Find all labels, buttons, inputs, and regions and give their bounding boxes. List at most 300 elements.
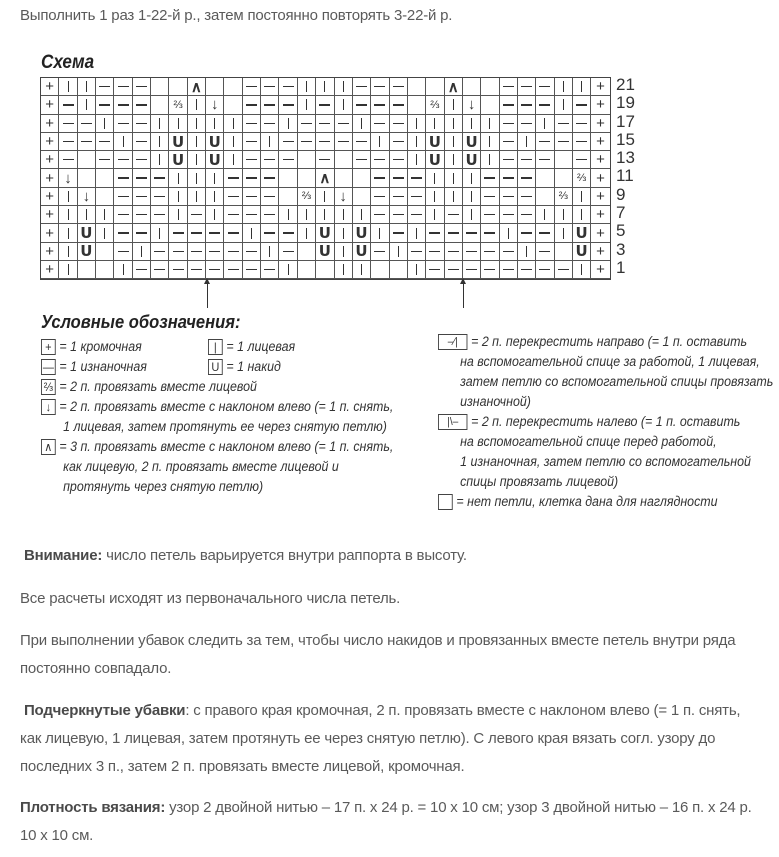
chart-cell-purl bbox=[151, 169, 169, 187]
chart-cell-knit bbox=[426, 115, 444, 133]
chart-cell-purl bbox=[279, 78, 297, 96]
chart-cell-knit bbox=[169, 169, 187, 187]
chart-cell-edge-stitch: + bbox=[591, 243, 609, 261]
chart-cell-knit bbox=[335, 224, 353, 242]
density-paragraph bbox=[20, 794, 765, 850]
chart-cell-purl bbox=[133, 206, 151, 224]
legend-text: = 1 лицевая bbox=[226, 339, 296, 354]
chart-cell-purl bbox=[500, 206, 518, 224]
chart-cell-purl bbox=[133, 96, 151, 114]
chart-cell-knit bbox=[353, 206, 371, 224]
chart-cell-purl bbox=[390, 206, 408, 224]
chart-cell-purl bbox=[500, 151, 518, 169]
chart-cell-no-stitch bbox=[353, 188, 371, 206]
row-number: 5 bbox=[616, 221, 626, 241]
chart-cell-purl bbox=[463, 224, 481, 242]
chart-cell-knit bbox=[426, 188, 444, 206]
chart-cell-purl bbox=[518, 169, 536, 187]
chart-cell-ssk: ↓ bbox=[59, 169, 77, 187]
chart-cell-purl bbox=[335, 115, 353, 133]
chart-cell-knit bbox=[536, 206, 554, 224]
chart-cell-purl bbox=[243, 169, 261, 187]
repeat-end-arrow-icon bbox=[463, 282, 464, 308]
chart-cell-purl bbox=[408, 243, 426, 261]
chart-cell-purl bbox=[224, 169, 242, 187]
chart-cell-purl bbox=[316, 133, 334, 151]
legend-item bbox=[41, 437, 393, 497]
chart-cell-cross-right bbox=[114, 243, 132, 261]
legend-symbol-icon: |\– bbox=[438, 414, 467, 430]
chart-cell-cross-right bbox=[279, 96, 297, 114]
chart-cell-purl bbox=[298, 133, 316, 151]
chart-cell-purl bbox=[243, 188, 261, 206]
chart-cell-purl bbox=[133, 78, 151, 96]
chart-cell-yarn-over: U bbox=[353, 243, 371, 261]
chart-cell-cross-right bbox=[151, 224, 169, 242]
underlined-decreases-paragraph bbox=[20, 697, 765, 781]
row-number: 19 bbox=[616, 93, 635, 113]
legend-item bbox=[438, 332, 773, 412]
chart-cell-purl bbox=[188, 243, 206, 261]
chart-cell-cross-right bbox=[390, 243, 408, 261]
chart-cell-knit bbox=[151, 133, 169, 151]
knitting-chart-grid bbox=[40, 77, 611, 280]
chart-cell-cross-left bbox=[390, 133, 408, 151]
legend-symbol-icon: ∧ bbox=[41, 439, 56, 455]
chart-cell-knit bbox=[78, 78, 96, 96]
chart-cell-purl bbox=[114, 169, 132, 187]
chart-cell-knit bbox=[59, 206, 77, 224]
chart-cell-purl bbox=[518, 96, 536, 114]
chart-cell-cross-left bbox=[114, 115, 132, 133]
chart-cell-purl bbox=[353, 151, 371, 169]
chart-cell-edge-stitch: + bbox=[591, 188, 609, 206]
chart-cell-cross-left bbox=[518, 224, 536, 242]
chart-cell-yarn-over: U bbox=[316, 224, 334, 242]
chart-cell-purl bbox=[463, 261, 481, 279]
row-number: 13 bbox=[616, 148, 635, 168]
chart-cell-edge-stitch: + bbox=[41, 243, 59, 261]
chart-cell-purl bbox=[555, 261, 573, 279]
row-number: 7 bbox=[616, 203, 626, 223]
chart-cell-knit bbox=[188, 169, 206, 187]
chart-cell-no-stitch bbox=[555, 243, 573, 261]
chart-cell-cross-right bbox=[408, 224, 426, 242]
chart-cell-no-stitch bbox=[96, 169, 114, 187]
chart-cell-purl bbox=[536, 261, 554, 279]
chart-cell-purl bbox=[261, 206, 279, 224]
chart-cell-purl bbox=[243, 243, 261, 261]
chart-cell-knit bbox=[224, 115, 242, 133]
chart-cell-purl bbox=[114, 96, 132, 114]
chart-cell-purl bbox=[224, 188, 242, 206]
chart-cell-no-stitch bbox=[426, 78, 444, 96]
chart-cell-edge-stitch: + bbox=[41, 261, 59, 279]
chart-cell-edge-stitch: + bbox=[591, 151, 609, 169]
chart-cell-cross-right bbox=[518, 115, 536, 133]
chart-cell-knit bbox=[445, 115, 463, 133]
chart-cell-yarn-over: U bbox=[463, 151, 481, 169]
legend-text-continued: протянуть через снятую петлю) bbox=[63, 479, 264, 494]
chart-cell-knit bbox=[573, 261, 591, 279]
row-number: 21 bbox=[616, 75, 635, 94]
chart-cell-sk2p: ∧ bbox=[445, 78, 463, 96]
legend-text-continued: на вспомогательной спице перед работой, bbox=[460, 434, 717, 449]
chart-cell-knit bbox=[445, 188, 463, 206]
chart-cell-cross-right bbox=[500, 133, 518, 151]
legend-text: = 2 п. перекрестить направо (= 1 п. оставить bbox=[471, 334, 748, 349]
chart-cell-cross-left bbox=[279, 243, 297, 261]
chart-cell-knit bbox=[408, 115, 426, 133]
chart-cell-yarn-over: U bbox=[573, 224, 591, 242]
chart-cell-no-stitch bbox=[555, 151, 573, 169]
legend-text: = 2 п. провязать вместе с наклоном влево (= 1 п. снять, bbox=[59, 399, 394, 414]
chart-cell-purl bbox=[114, 188, 132, 206]
chart-cell-purl bbox=[261, 96, 279, 114]
decreases-paragraph: При выполнении убавок следить за тем, чтобы число накидов и провязанных вместе петель внутри ряда постоянно совпадало. bbox=[20, 632, 736, 677]
chart-cell-no-stitch bbox=[224, 78, 242, 96]
chart-cell-purl bbox=[335, 133, 353, 151]
chart-cell-knit bbox=[316, 206, 334, 224]
chart-cell-purl bbox=[133, 188, 151, 206]
attention-text: число петель варьируется внутри раппорта в высоту. bbox=[102, 547, 467, 564]
chart-cell-knit bbox=[169, 188, 187, 206]
chart-cell-edge-stitch: + bbox=[41, 78, 59, 96]
chart-cell-cross-right bbox=[243, 133, 261, 151]
chart-cell-purl bbox=[500, 261, 518, 279]
chart-cell-sk2p: ∧ bbox=[188, 78, 206, 96]
chart-cell-purl bbox=[114, 224, 132, 242]
chart-cell-purl bbox=[279, 133, 297, 151]
chart-cell-purl bbox=[114, 151, 132, 169]
chart-cell-purl bbox=[298, 115, 316, 133]
chart-cell-cross-left bbox=[353, 115, 371, 133]
chart-cell-knit bbox=[573, 78, 591, 96]
chart-cell-purl bbox=[573, 151, 591, 169]
chart-cell-no-stitch bbox=[481, 78, 499, 96]
chart-cell-purl bbox=[555, 133, 573, 151]
chart-cell-cross-right bbox=[536, 96, 554, 114]
chart-cell-purl bbox=[96, 151, 114, 169]
chart-cell-knit bbox=[573, 188, 591, 206]
row-number: 9 bbox=[616, 184, 626, 204]
chart-cell-no-stitch bbox=[96, 243, 114, 261]
chart-cell-purl bbox=[518, 78, 536, 96]
chart-cell-purl bbox=[261, 169, 279, 187]
chart-cell-purl bbox=[133, 151, 151, 169]
attention-paragraph bbox=[20, 542, 765, 570]
legend-item bbox=[41, 377, 257, 397]
chart-cell-knit bbox=[316, 78, 334, 96]
chart-cell-purl bbox=[188, 261, 206, 279]
chart-cell-knit bbox=[298, 78, 316, 96]
chart-cell-purl bbox=[243, 261, 261, 279]
legend-text: = 1 изнаночная bbox=[59, 359, 147, 374]
chart-cell-knit bbox=[463, 115, 481, 133]
chart-cell-no-stitch bbox=[536, 188, 554, 206]
chart-cell-purl bbox=[353, 133, 371, 151]
chart-cell-purl bbox=[188, 224, 206, 242]
chart-cell-no-stitch bbox=[316, 261, 334, 279]
chart-cell-no-stitch bbox=[169, 78, 187, 96]
chart-cell-knit bbox=[78, 206, 96, 224]
chart-cell-purl bbox=[500, 96, 518, 114]
chart-cell-edge-stitch: + bbox=[41, 224, 59, 242]
chart-cell-knit bbox=[224, 151, 242, 169]
legend-symbol-icon: ⅔ bbox=[41, 379, 56, 395]
underlined-label: Подчеркнутые убавки bbox=[23, 702, 186, 719]
chart-cell-knit bbox=[481, 151, 499, 169]
chart-cell-yarn-over: U bbox=[426, 151, 444, 169]
chart-cell-knit bbox=[408, 261, 426, 279]
chart-cell-purl bbox=[481, 243, 499, 261]
underlined-text: : с правого края кромочная, 2 п. провязать вместе с наклоном влево (= 1 п. снять, как лицевую, 1 лицевая, затем протянуть ее через снятую петлю). С левого края вязать согл. узору до последних 3 п., затем 2 п. провязать вместе лицевой, кромочная. bbox=[20, 702, 741, 775]
chart-cell-knit bbox=[445, 96, 463, 114]
chart-cell-purl bbox=[445, 224, 463, 242]
chart-cell-edge-stitch: + bbox=[41, 206, 59, 224]
chart-cell-knit bbox=[59, 243, 77, 261]
chart-cell-purl bbox=[390, 78, 408, 96]
chart-cell-purl bbox=[243, 78, 261, 96]
chart-cell-purl bbox=[426, 224, 444, 242]
chart-cell-edge-stitch: + bbox=[41, 115, 59, 133]
chart-cell-knit bbox=[206, 169, 224, 187]
chart-cell-no-stitch bbox=[335, 169, 353, 187]
chart-cell-purl bbox=[261, 188, 279, 206]
chart-cell-purl bbox=[518, 206, 536, 224]
chart-cell-knit bbox=[279, 261, 297, 279]
chart-cell-edge-stitch: + bbox=[41, 133, 59, 151]
density-text: узор 2 двойной нитью – 17 п. х 24 р. = 10 х 10 см; узор 3 двойной нитью – 16 п. х 24 р. 10 х 10 см. bbox=[20, 799, 752, 844]
chart-cell-purl bbox=[536, 151, 554, 169]
chart-cell-knit bbox=[445, 133, 463, 151]
chart-cell-knit bbox=[335, 261, 353, 279]
chart-cell-purl bbox=[536, 224, 554, 242]
chart-cell-cross-left bbox=[261, 224, 279, 242]
chart-cell-ssk: ↓ bbox=[78, 188, 96, 206]
chart-cell-purl bbox=[114, 206, 132, 224]
chart-cell-cross-right bbox=[390, 224, 408, 242]
chart-cell-no-stitch bbox=[536, 169, 554, 187]
chart-cell-knit bbox=[463, 188, 481, 206]
chart-cell-no-stitch bbox=[298, 243, 316, 261]
legend-symbol-icon: U bbox=[208, 359, 223, 375]
legend-item bbox=[438, 492, 718, 512]
legend-symbol-icon: + bbox=[41, 339, 56, 355]
chart-cell-ssk: ↓ bbox=[463, 96, 481, 114]
row-number: 17 bbox=[616, 111, 635, 131]
chart-cell-knit bbox=[555, 78, 573, 96]
chart-cell-cross-left bbox=[96, 96, 114, 114]
chart-cell-yarn-over: U bbox=[206, 133, 224, 151]
chart-cell-edge-stitch: + bbox=[41, 169, 59, 187]
repeat-start-arrow-icon bbox=[207, 282, 208, 308]
chart-cell-knit bbox=[573, 206, 591, 224]
chart-cell-purl bbox=[371, 96, 389, 114]
row-number: 15 bbox=[616, 129, 635, 149]
chart-cell-cross-right bbox=[555, 96, 573, 114]
legend-text: = 3 п. провязать вместе с наклоном влево (= 1 п. снять, bbox=[59, 439, 394, 454]
chart-cell-cross-left bbox=[78, 96, 96, 114]
chart-cell-edge-stitch: + bbox=[591, 206, 609, 224]
knitting-chart-figure bbox=[38, 52, 778, 522]
chart-cell-purl bbox=[279, 151, 297, 169]
chart-cell-cross-left bbox=[243, 224, 261, 242]
chart-cell-cross-right bbox=[133, 224, 151, 242]
chart-cell-purl bbox=[206, 243, 224, 261]
chart-cell-purl bbox=[536, 133, 554, 151]
chart-cell-purl bbox=[371, 206, 389, 224]
legend-text-continued: на вспомогательной спице за работой, 1 лицевая, bbox=[460, 354, 760, 369]
chart-cell-no-stitch bbox=[151, 78, 169, 96]
chart-cell-purl bbox=[481, 188, 499, 206]
chart-cell-cross-right bbox=[371, 243, 389, 261]
chart-cell-no-stitch bbox=[298, 151, 316, 169]
chart-cell-cross-left bbox=[96, 115, 114, 133]
chart-cell-purl bbox=[481, 224, 499, 242]
chart-cell-purl bbox=[133, 261, 151, 279]
chart-cell-purl bbox=[169, 261, 187, 279]
chart-cell-purl bbox=[445, 243, 463, 261]
chart-cell-purl bbox=[500, 169, 518, 187]
chart-cell-knit bbox=[426, 169, 444, 187]
chart-cell-purl bbox=[188, 206, 206, 224]
chart-cell-knit bbox=[224, 133, 242, 151]
attention-label: Внимание: bbox=[23, 547, 103, 564]
chart-cell-cross-right bbox=[133, 243, 151, 261]
chart-cell-purl bbox=[371, 188, 389, 206]
chart-cell-no-stitch bbox=[279, 169, 297, 187]
chart-cell-cross-right bbox=[426, 206, 444, 224]
chart-cell-purl bbox=[518, 261, 536, 279]
chart-cell-knit bbox=[206, 188, 224, 206]
chart-cell-cross-right bbox=[279, 115, 297, 133]
legend-symbol-icon: | bbox=[208, 339, 223, 355]
chart-cell-yarn-over: U bbox=[353, 224, 371, 242]
density-label: Плотность вязания: bbox=[20, 799, 166, 816]
chart-cell-knit bbox=[151, 151, 169, 169]
legend-symbol-icon: — bbox=[42, 360, 54, 375]
chart-cell-purl bbox=[445, 206, 463, 224]
chart-cell-cross-right bbox=[169, 206, 187, 224]
legend-text: = 2 п. провязать вместе лицевой bbox=[59, 379, 257, 394]
chart-cell-purl bbox=[96, 78, 114, 96]
chart-cell-purl bbox=[206, 261, 224, 279]
chart-cell-edge-stitch: + bbox=[41, 96, 59, 114]
chart-cell-cross-left bbox=[371, 115, 389, 133]
chart-cell-no-stitch bbox=[151, 96, 169, 114]
chart-cell-knit bbox=[169, 115, 187, 133]
chart-cell-purl bbox=[390, 151, 408, 169]
chart-cell-knit bbox=[59, 261, 77, 279]
chart-cell-cross-left bbox=[500, 224, 518, 242]
chart-cell-purl bbox=[169, 243, 187, 261]
chart-cell-purl bbox=[500, 243, 518, 261]
row-number: 3 bbox=[616, 239, 626, 259]
legend-text-continued: 1 изнаночная, затем петлю со вспомогательной bbox=[460, 454, 751, 469]
chart-cell-no-stitch bbox=[298, 169, 316, 187]
chart-cell-purl bbox=[481, 261, 499, 279]
chart-cell-cross-right bbox=[408, 206, 426, 224]
chart-cell-knit bbox=[59, 188, 77, 206]
chart-cell-purl bbox=[78, 115, 96, 133]
chart-cell-k2tog: ⅔ bbox=[426, 96, 444, 114]
chart-cell-no-stitch bbox=[555, 169, 573, 187]
chart-cell-purl bbox=[481, 169, 499, 187]
chart-cell-purl bbox=[243, 206, 261, 224]
chart-cell-yarn-over: U bbox=[78, 224, 96, 242]
chart-cell-purl bbox=[408, 188, 426, 206]
chart-cell-yarn-over: U bbox=[169, 151, 187, 169]
chart-cell-purl bbox=[261, 78, 279, 96]
chart-cell-purl bbox=[261, 151, 279, 169]
chart-cell-knit bbox=[371, 224, 389, 242]
chart-cell-cross-left bbox=[518, 243, 536, 261]
legend-symbol-icon: ↓ bbox=[41, 399, 56, 415]
chart-cell-knit bbox=[59, 224, 77, 242]
chart-cell-knit bbox=[188, 115, 206, 133]
chart-cell-cross-right bbox=[536, 115, 554, 133]
chart-cell-knit bbox=[188, 96, 206, 114]
chart-cell-purl bbox=[133, 115, 151, 133]
chart-cell-purl bbox=[463, 243, 481, 261]
legend-symbol-icon: –⁄| bbox=[438, 334, 467, 350]
chart-cell-purl bbox=[133, 169, 151, 187]
chart-cell-purl bbox=[500, 78, 518, 96]
chart-cell-no-stitch bbox=[78, 261, 96, 279]
chart-cell-knit bbox=[335, 78, 353, 96]
chart-cell-purl bbox=[151, 261, 169, 279]
chart-cell-no-stitch bbox=[353, 169, 371, 187]
chart-cell-yarn-over: U bbox=[463, 133, 481, 151]
chart-cell-purl bbox=[371, 78, 389, 96]
chart-cell-purl bbox=[279, 224, 297, 242]
chart-cell-purl bbox=[78, 133, 96, 151]
chart-cell-knit bbox=[555, 224, 573, 242]
row-number: 11 bbox=[616, 166, 634, 186]
chart-cell-purl bbox=[224, 243, 242, 261]
row-number: 1 bbox=[616, 257, 626, 277]
chart-cell-purl bbox=[224, 224, 242, 242]
chart-cell-no-stitch bbox=[279, 188, 297, 206]
chart-cell-knit bbox=[114, 261, 132, 279]
chart-cell-no-stitch bbox=[335, 151, 353, 169]
chart-cell-purl bbox=[206, 224, 224, 242]
chart-cell-no-stitch bbox=[96, 188, 114, 206]
chart-cell-edge-stitch: + bbox=[41, 188, 59, 206]
legend-item bbox=[41, 397, 393, 437]
chart-cell-sk2p: ∧ bbox=[316, 169, 334, 187]
chart-cell-knit bbox=[151, 115, 169, 133]
chart-cell-yarn-over: U bbox=[78, 243, 96, 261]
chart-cell-purl bbox=[59, 151, 77, 169]
chart-cell-purl bbox=[169, 224, 187, 242]
legend-title: Условные обозначения: bbox=[41, 312, 241, 332]
chart-cell-purl bbox=[243, 151, 261, 169]
chart-cell-edge-stitch: + bbox=[591, 78, 609, 96]
chart-cell-no-stitch bbox=[78, 151, 96, 169]
chart-cell-yarn-over: U bbox=[206, 151, 224, 169]
chart-cell-knit bbox=[481, 115, 499, 133]
chart-cell-cross-left bbox=[463, 206, 481, 224]
chart-cell-purl bbox=[316, 151, 334, 169]
legend-item bbox=[208, 357, 281, 377]
chart-cell-no-stitch bbox=[481, 96, 499, 114]
chart-cell-purl bbox=[371, 169, 389, 187]
chart-cell-no-stitch bbox=[408, 78, 426, 96]
chart-cell-no-stitch bbox=[224, 96, 242, 114]
legend-text: = нет петли, клетка дана для наглядности bbox=[456, 494, 718, 509]
